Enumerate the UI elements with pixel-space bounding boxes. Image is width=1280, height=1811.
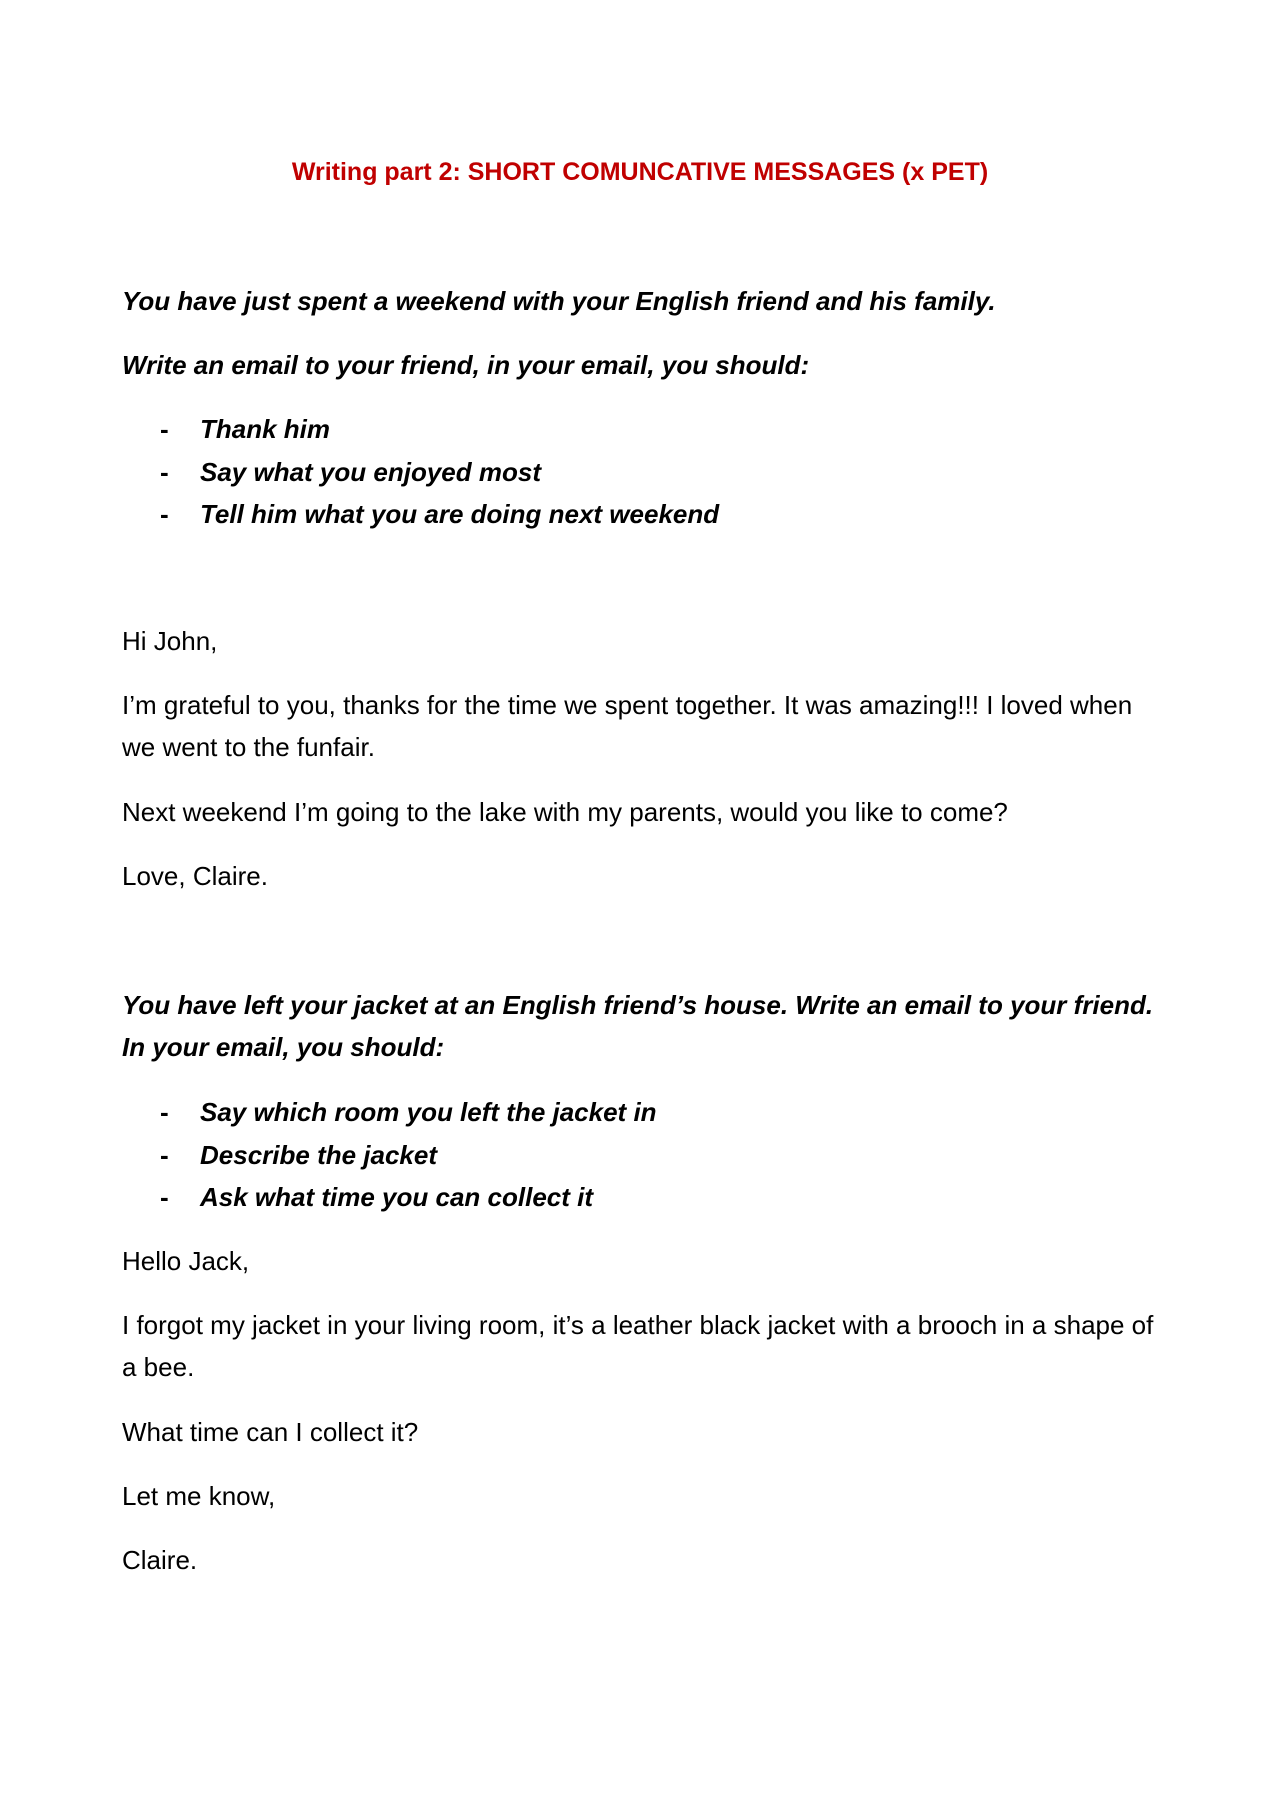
bullet-dash: -	[160, 456, 169, 487]
bullet-dash: -	[160, 1182, 169, 1212]
list-item	[160, 1176, 1160, 1219]
email1-paragraph1: I’m grateful to you, thanks for the time we spent together. It was amazing!!! I loved when we went to the funfair.	[122, 690, 1133, 762]
task1-bullet-list	[160, 408, 1160, 536]
email2-paragraph1: I forgot my jacket in your living room, it’s a leather black jacket with a brooch in a shape of a bee.	[122, 1310, 1154, 1382]
task1-bullet-next-weekend: Tell him what you are doing next weekend	[200, 499, 720, 529]
bullet-dash: -	[160, 414, 169, 444]
email2-paragraph2: What time can I collect it?	[122, 1417, 419, 1447]
email1-greeting: Hi John,	[122, 626, 218, 656]
task2-prompt: You have left your jacket at an English friend’s house. Write an email to your friend. In your email, you should:	[122, 990, 1154, 1062]
bullet-dash: -	[160, 499, 169, 529]
task2-bullet-collect: Ask what time you can collect it	[200, 1182, 593, 1212]
list-item	[160, 1134, 1160, 1177]
list-item	[160, 451, 1160, 494]
task2-bullet-list	[160, 1091, 1160, 1219]
task1-prompt-line2: Write an email to your friend, in your email, you should:	[122, 350, 810, 380]
task1-prompt-line1: You have just spent a weekend with your English friend and his family.	[122, 286, 996, 316]
task2-bullet-room: Say which room you left the jacket in	[200, 1097, 657, 1127]
email2-closing: Let me know,	[122, 1481, 276, 1511]
bullet-dash: -	[160, 1139, 169, 1170]
task1-bullet-thank: Thank him	[200, 414, 331, 444]
task2-bullet-describe: Describe the jacket	[200, 1139, 438, 1170]
email1-signoff: Love, Claire.	[122, 861, 268, 891]
email1-paragraph2: Next weekend I’m going to the lake with my parents, would you like to come?	[122, 797, 1008, 827]
list-item	[160, 408, 1160, 451]
task1-bullet-enjoyed: Say what you enjoyed most	[200, 456, 541, 487]
list-item	[160, 493, 1160, 536]
page-title: Writing part 2: SHORT COMUNCATIVE MESSAGES (x PET)	[291, 158, 989, 186]
bullet-dash: -	[160, 1097, 169, 1127]
email2-greeting: Hello Jack,	[122, 1246, 250, 1276]
list-item	[160, 1091, 1160, 1134]
email2-signature: Claire.	[122, 1545, 198, 1575]
